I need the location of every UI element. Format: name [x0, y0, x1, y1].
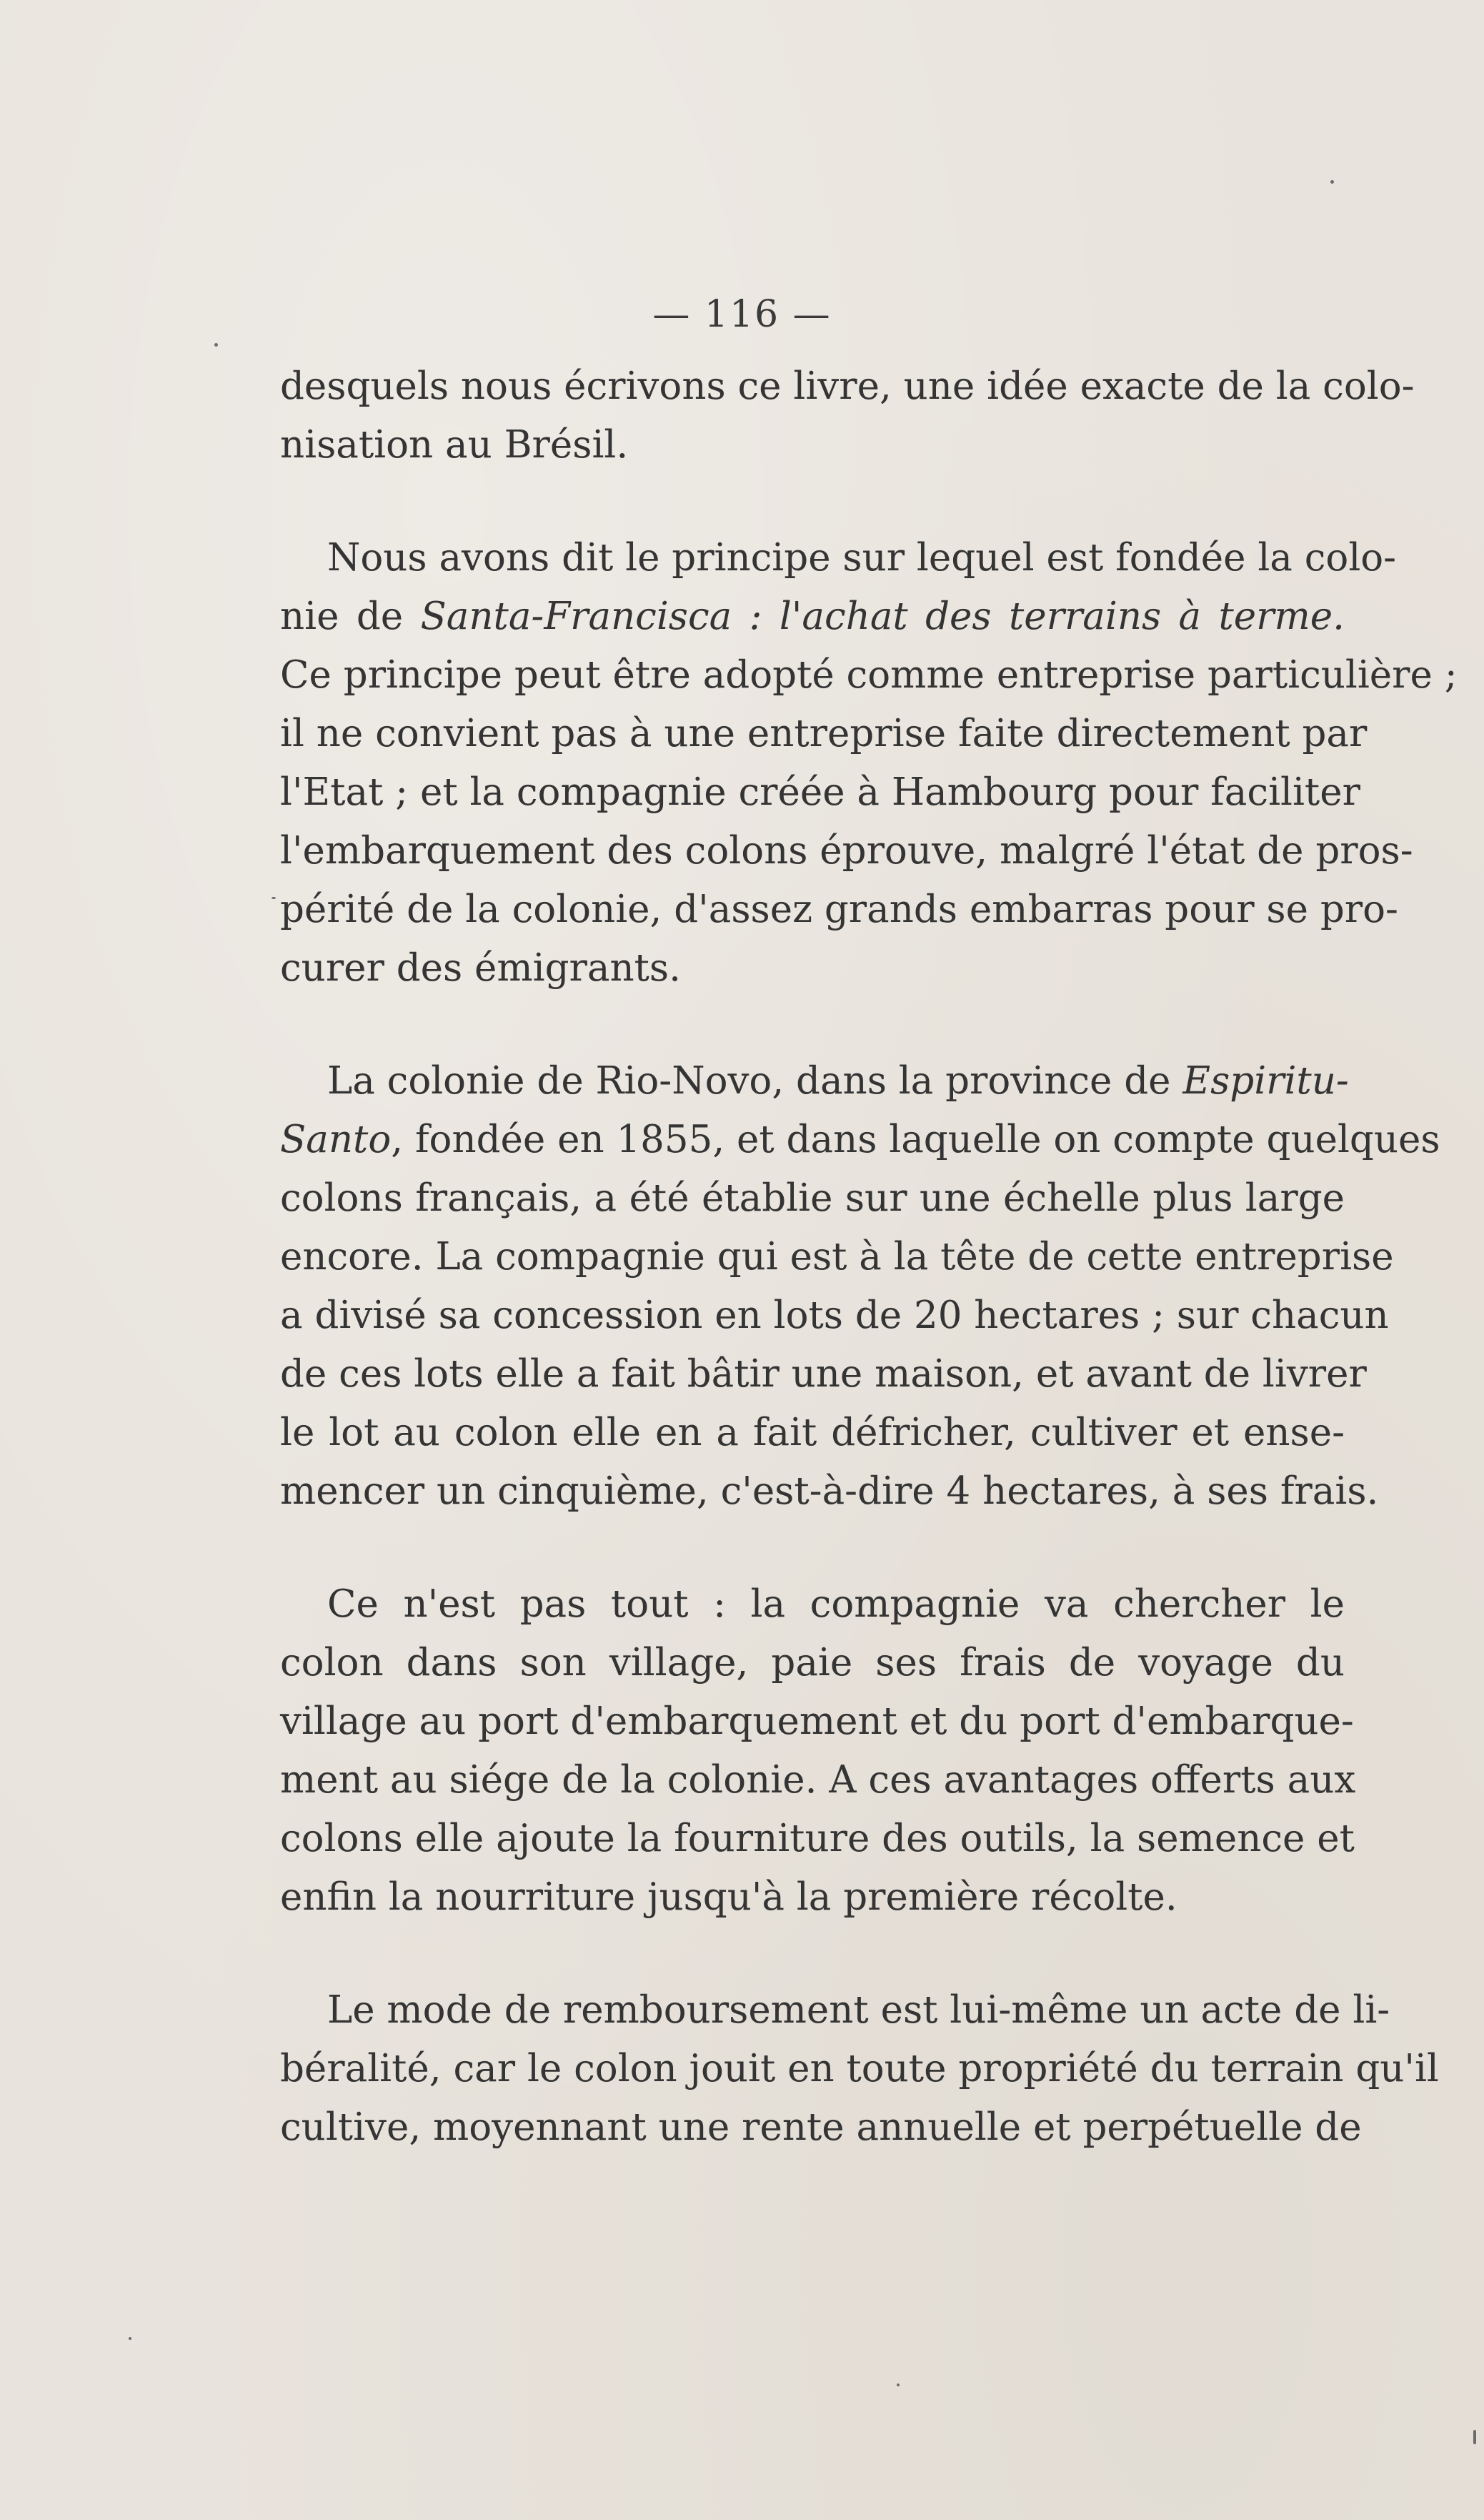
text-line: Le mode de remboursement est lui-même un acte de li-	[327, 1988, 1390, 2032]
text-line: l'Etat ; et la compagnie créée à Hambourg pour faciliter	[280, 770, 1360, 814]
text-line: périté de la colonie, d'assez grands embarras pour se pro-	[280, 888, 1398, 931]
paragraph	[280, 357, 1415, 475]
text-line: ment au siége de la colonie. A ces avantages offerts aux	[280, 1758, 1356, 1802]
text-line: Santo, fondée en 1855, et dans laquelle on compte quelques	[280, 1118, 1440, 1161]
text-line: encore. La compagnie qui est à la tête de cette entreprise	[280, 1235, 1394, 1279]
paper-speck	[1473, 2430, 1476, 2444]
paper-speck	[129, 2337, 131, 2340]
paper-speck	[897, 2383, 900, 2386]
paragraph	[280, 1052, 1440, 1521]
paper-speck	[272, 897, 276, 899]
paragraph	[280, 1981, 1439, 2157]
italic-text: l'achat des terrains à terme.	[779, 595, 1345, 638]
paragraph	[280, 1575, 1356, 1927]
text-line: enfin la nourriture jusqu'à la première récolte.	[280, 1875, 1177, 1919]
text-line: de ces lots elle a fait bâtir une maison, et avant de livrer	[280, 1352, 1367, 1396]
text-line: desquels nous écrivons ce livre, une idée exacte de la colo-	[280, 364, 1415, 408]
text-line: mencer un cinquième, c'est-à-dire 4 hectares, à ses frais.	[280, 1469, 1379, 1513]
text-line: Nous avons dit le principe sur lequel est fondée la colo-	[327, 536, 1397, 580]
text-line: béralité, car le colon jouit en toute propriété du terrain qu'il	[280, 2047, 1439, 2090]
text-line: La colonie de Rio-Novo, dans la province de Espiritu-	[327, 1059, 1349, 1103]
text-line: nie de Santa-Francisca : l'achat des terrains à terme.	[280, 595, 1345, 638]
text-line: il ne convient pas à une entreprise faite directement par	[280, 712, 1368, 755]
text-line: curer des émigrants.	[280, 946, 681, 990]
page-number: — 116 —	[652, 293, 832, 336]
text-line: nisation au Brésil.	[280, 423, 629, 467]
text-line: Ce principe peut être adopté comme entreprise particulière ;	[280, 653, 1458, 697]
italic-text: Santa-Francisca :	[420, 595, 762, 638]
text-line: a divisé sa concession en lots de 20 hectares ; sur chacun	[280, 1294, 1389, 1337]
text-line: colons elle ajoute la fourniture des outils, la semence et	[280, 1817, 1355, 1860]
paper-speck	[214, 343, 218, 347]
text-line: colons français, a été établie sur une échelle plus large	[280, 1176, 1345, 1220]
italic-text: Santo	[280, 1118, 392, 1161]
body-text	[280, 357, 1458, 2157]
paragraph	[280, 529, 1458, 998]
italic-text: Espiritu-	[1182, 1059, 1349, 1103]
text-line: colon dans son village, paie ses frais de voyage du	[280, 1641, 1345, 1685]
text-line: le lot au colon elle en a fait défricher, cultiver et ense-	[280, 1411, 1345, 1454]
text-line: Ce n'est pas tout : la compagnie va chercher le	[327, 1582, 1345, 1626]
text-line: village au port d'embarquement et du port d'embarque-	[280, 1700, 1354, 1743]
paper-speck	[1330, 180, 1334, 184]
text-line: l'embarquement des colons éprouve, malgré l'état de pros-	[280, 829, 1413, 873]
text-line: cultive, moyennant une rente annuelle et perpétuelle de	[280, 2105, 1362, 2149]
